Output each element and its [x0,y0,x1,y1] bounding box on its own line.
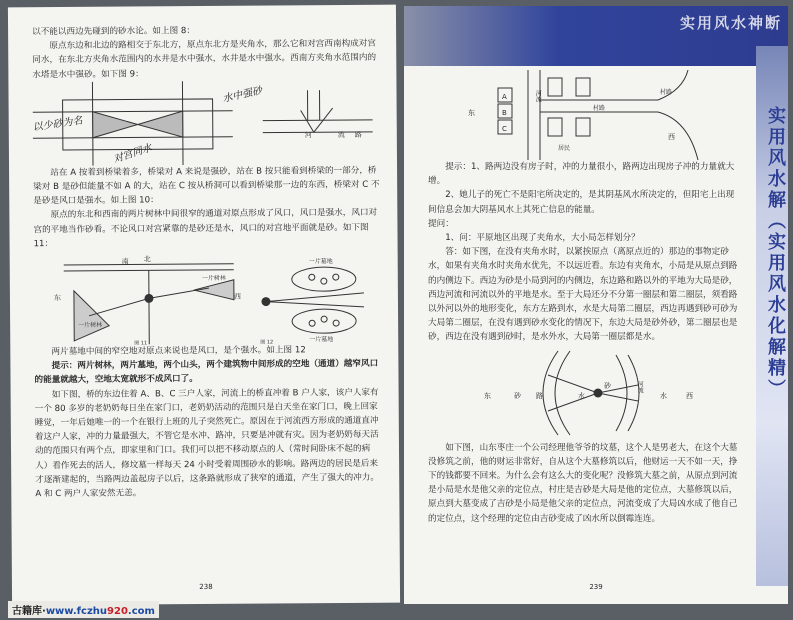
fig-label: 村路 [593,105,606,112]
banner-text: 实用风水神断 [679,14,782,32]
paragraph: 原点的东北和西南的两片树林中间很窄的通道对原点形成了风口，风口是强水，风口对宫的平地当作砂看。不论风口对宫紧靠的是砂还是水，风口的对宫地平面就是砂。如下图 11： [33,208,378,250]
figure-village [428,70,742,160]
figure-sand-water [428,345,742,441]
fig-label: 西 [233,292,241,301]
fig-label: 北 [143,255,151,264]
paragraph: 提问： [428,218,454,229]
paragraph: 1、问：平原地区出现了夹角水，大小局怎样划分？ [445,233,640,244]
road-diagram [32,80,373,166]
paragraph: 站在 A 按着到桥梁着多，桥梁对 A 来说是强砂，站在 B 按只能看到桥梁的一部分，桥梁对 B 是砂但能量不如 A 的大，站在 C 按从桥洞可以看到桥梁那一边的东西，桥梁对 C 不是砂是风口是强水。如上图 10： [33,165,380,207]
fig-label: 河流 [636,380,644,393]
fig-caption: 图 12 [260,339,274,346]
site-url-part: 920 [107,606,128,617]
fig-label: 河 [304,131,312,140]
left-page [8,5,400,606]
page-number: 239 [589,582,603,591]
side-text: 实用风水解（实用风水化解精） [765,106,786,400]
paragraph: 答：如下图，在没有夹角水时，以紧挨原点（离原点近的）那边的事物定砂水，如果有夹角水时夹角水优先，不以远近看。东边有夹角水，小局是从原点到路的内侧边下。西边为砂是小局到河的内侧边，东边路和路以外的平地为大局是砂，西边河流和河流以外的平地是水。至于大局还分不分第一圈层和第二圈层，须看路以外河以外的地形变化，东方左路到水，水是大局第二圈层，西边再遇到砂可砂为大局第二圈层，在没有遇到砂水变化的情况下，东边大局是砂外砂，第二圈层也是砂，西边在没有遇到砂时，是水外水，大局第一圈层都是水。 [428,247,738,343]
paragraph: 以不能以西边先碰到的砂水论。如上图 8： [32,26,196,38]
fig-label: 一片墓地 [308,258,333,266]
handwriting: 水中强砂 [221,85,264,105]
fig-label: 南 [121,257,129,266]
page-number: 238 [199,582,213,591]
paragraph: 两片墓地中间的窄空地对原点来说也是风口，是个强水。如上图 12 [51,345,306,358]
fig-label: 流 [337,130,345,139]
fig-label: A [502,93,507,101]
fig-label: C [502,125,507,133]
fig-label: 东 [53,294,61,303]
side-strip [756,46,788,586]
site-watermark [8,601,159,618]
paragraph: 如下图，山东枣庄一个公司经理他爷爷的坟墓，这个人是男老大，在这个大墓没修筑之前，他的财运非常好，自从这个大墓修筑以后，他财运一天不如一天，挣下的钱都要不回来。为什么会有这么大的变化呢？没修筑大墓之前，从原点到河流是小局是水是他父亲的定位点，村庄是吉砂是大局是他的定位点，大墓修筑以后，原点到大墓变成了吉砂是小局是他父亲的定位点，河流变成了大局凶水成了他自己的定位点，这个经理的定位由吉砂变成了凶水所以倒霉连连。 [428,442,738,524]
paragraph: 原点东边和北边的路相交于东北方，原点东北方是夹角水，那么它和对宫西南构成对宫同水，在东北方夹角水范围内的水井是水中强水，水井是水中强水。西南方夹角水范围内的水塔是水中强砂。如下图 9： [32,38,377,80]
fig-caption: 图 11 [134,340,148,347]
site-url-part: www.fczhu [45,606,108,617]
site-label: 古籍库· [12,606,46,617]
fig-label: 西 [686,391,693,400]
fig-label: 居民 [558,145,571,152]
paragraph: 如下图，桥的东边住着 A、B、C 三户人家，河流上的桥直冲着 B 户人家，该户人家有一个 80 多岁的老奶奶每日坐在家门口，老奶奶活动的范围只是白天坐在家门口，晚上回家睡觉，一年后她唯一的一个在银行上班的儿子突然死亡。原因在于河流西方形成的通道直冲着这户人家，冲的力量最强大，不管它是水冲、路冲，只要是冲就有灾。因为老奶奶每天活动的范围只有两个点，即家里和门口。我们可以把不移动原点的人（常时间卧床不起的病人）看作死去的活人，修坟墓一样每天 24 小时受着周围砂水的影响。路两边的居民是后来才逐渐建起的，当路两边盖起房子以后，这条路就形成了狭窄的通道，产生了强大的冲力。A 和 C 两户人家安然无恙。 [34,387,380,500]
right-page [404,6,788,604]
fig-label: 水 [578,391,585,400]
site-url-part: .com [127,606,155,617]
figure-9-10 [32,80,381,166]
fig-label: 一片墓地 [309,336,334,344]
paragraph: 2、她儿子的死亡不是阳宅所决定的，是其阴基风水所决定的，但阳宅上出现间信息会加大阴基风水上其死亡信息的能量。 [428,190,735,215]
fig-label: 东 [484,391,491,400]
paragraph: 提示：1、路两边没有房子时，冲的力量很小，路两边出现房子冲的力量就大增。 [428,162,735,187]
fig-label: 砂 [514,391,521,400]
fig-label: 村路 [660,89,673,96]
fig-label: 一片树林 [201,274,226,283]
fig-label: 路 [536,391,543,400]
fig-label: 砂 [604,381,611,390]
fig-label: 西 [668,133,675,141]
fig-label: 水 [660,391,667,400]
handwriting: 以少砂为名 [32,115,84,134]
fig-label: 路 [354,130,362,139]
tip-paragraph: 提示：两片树林，两片墓地，两个山头，两个建筑物中间形成的空地（通道）越窄风口的能量就越大，空地太宽就形不成风口了。 [34,359,379,386]
handwriting: 对宫同水 [112,142,154,166]
fig-label: B [502,109,507,117]
fig-label: 河流 [534,90,542,102]
fig-label: 一片树林 [78,321,103,329]
site-url[interactable] [46,606,155,617]
cover-banner [404,6,788,66]
figure-11-12 [34,249,383,345]
fig-label: 东 [468,109,475,117]
